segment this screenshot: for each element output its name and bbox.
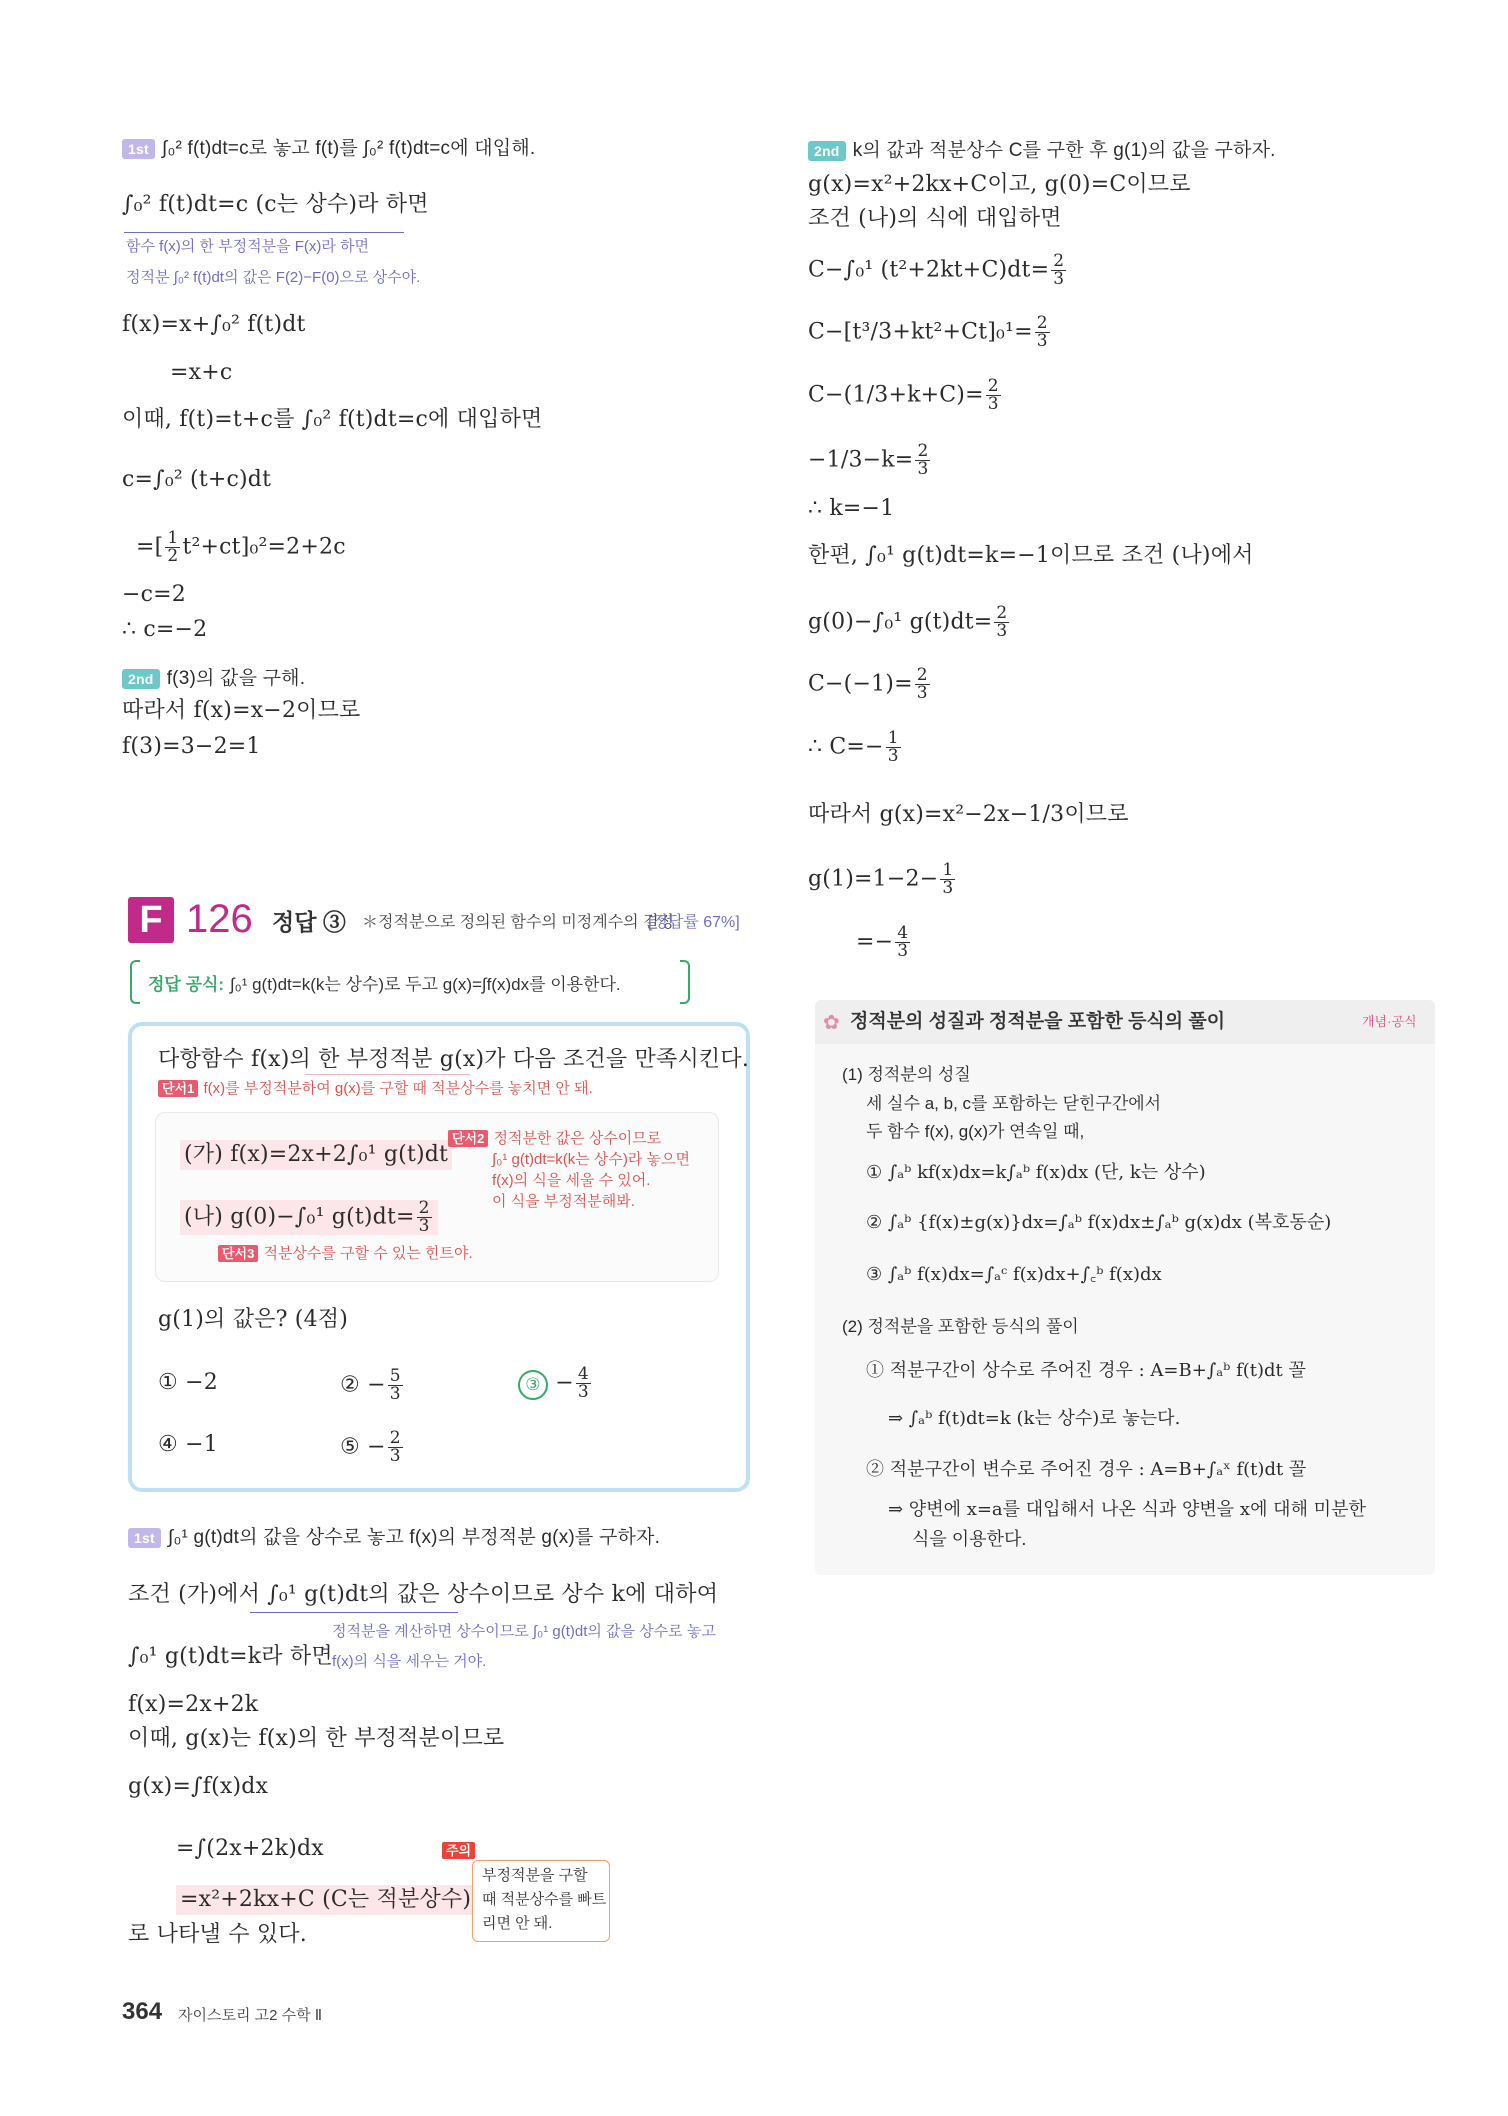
sol-line-5: g(x)=∫f(x)dx (128, 1774, 269, 1799)
book-title: 자이스토리 고2 수학 Ⅱ (178, 2007, 323, 2024)
right-line-13 (808, 862, 957, 897)
step-badge: 1st (122, 139, 155, 159)
frac-den: 3 (887, 746, 899, 766)
concept-p2a: ① 적분구간이 상수로 주어진 경우 : A=B+∫ₐᵇ f(t)dt 꼴 (866, 1360, 1306, 1381)
sol-line-4: 이때, g(x)는 f(x)의 한 부정적분이므로 (128, 1726, 505, 1751)
right-line-10 (808, 667, 932, 702)
sol-line-7: =x²+2kx+C (C는 적분상수) (176, 1885, 475, 1915)
prev-step2-heading (122, 663, 305, 694)
right-line-13-text: g(1)=1−2− (808, 866, 939, 892)
step-heading-text: k의 값과 적분상수 C를 구한 후 g(1)의 값을 구하자. (852, 140, 1276, 161)
frac-one-half: $\frac{1}{2}$ (167, 528, 179, 566)
frac-den: 3 (996, 621, 1008, 641)
frac-den: 3 (917, 459, 929, 479)
right-step2-heading (808, 135, 1276, 166)
frac-num: 5 (389, 1366, 401, 1386)
condition-b (180, 1200, 438, 1235)
sol-underline (250, 1612, 458, 1613)
prev-step2-line-2: f(3)=3−2=1 (122, 734, 261, 759)
frac-one-third (940, 862, 955, 897)
answer-label: 정답 ③ (272, 909, 346, 935)
correct-answer-mark: ③ (518, 1370, 548, 1400)
caution-tag-text: 주의 (442, 1842, 475, 1859)
prev-line-6 (136, 530, 346, 565)
choice-5-fraction (388, 1430, 403, 1465)
right-line-3 (808, 253, 1068, 288)
right-line-7: ∴ k=−1 (808, 496, 895, 521)
concept-p2c: ② 적분구간이 변수로 주어진 경우 : A=B+∫ₐˣ f(t)dt 꼴 (866, 1459, 1307, 1480)
step-heading-text: f(3)의 값을 구해. (166, 668, 306, 689)
hint-text: ∫₀¹ g(t)dt=k(k는 상수)라 놓으면 (492, 1151, 691, 1168)
sol-hint-a: 정적분을 계산하면 상수이므로 ∫₀¹ g(t)dt의 값을 상수로 놓고 (332, 1623, 716, 1640)
choice-2[interactable] (340, 1368, 405, 1403)
concept-p2e: 식을 이용한다. (912, 1529, 1027, 1549)
hint-tag: 단서2 (448, 1130, 488, 1147)
problem-number: 126 (186, 897, 253, 941)
caution-text (482, 1864, 606, 1936)
condition-b-fraction (417, 1200, 432, 1235)
sol-line-1: 조건 (가)에서 ∫₀¹ g(t)dt의 값은 상수이므로 상수 k에 대하여 (128, 1582, 719, 1607)
frac-num: 2 (916, 665, 928, 685)
question-text: g(1)의 값은? (4점) (158, 1307, 348, 1332)
answer-rate: [정답률 67%] (648, 914, 740, 931)
frac-two-thirds (1035, 315, 1050, 350)
prev-line-2: f(x)=x+∫₀² f(t)dt (122, 312, 306, 337)
right-line-6-text: −1/3−k= (808, 447, 914, 473)
frac-num: 2 (389, 1428, 401, 1448)
choice-3[interactable]: ③ − $\frac{4}{3}$ (518, 1366, 593, 1401)
hint-text: 정적분한 값은 상수이므로 (493, 1130, 662, 1147)
frac-one-third (886, 730, 901, 765)
condition-b-text: (나) g(0)−∫₀¹ g(t)dt= (184, 1204, 415, 1230)
statement-underline (305, 1074, 470, 1075)
hint3 (218, 1243, 473, 1264)
problem-topic: ＊정적분으로 정의된 함수의 미정계수의 결정 (362, 914, 674, 931)
concept-title: 정적분의 성질과 정적분을 포함한 등식의 풀이 (850, 1011, 1226, 1032)
right-line-4-text: C−[t³/3+kt²+Ct]₀¹= (808, 319, 1033, 345)
prev-step1-heading (122, 133, 535, 164)
right-line-5-text: C−(1/3+k+C)= (808, 382, 984, 408)
frac-num: 2 (418, 1198, 430, 1218)
right-line-3-text: C−∫₀¹ (t²+2kt+C)dt= (808, 257, 1050, 283)
concept-p2d: ⇒ 양변에 x=a를 대입해서 나온 식과 양변을 x에 대해 미분한 (888, 1499, 1366, 1520)
prev-line-3: =x+c (170, 360, 233, 385)
prev-line-6-open: =[ (136, 534, 164, 560)
right-line-12: 따라서 g(x)=x²−2x−1/3이므로 (808, 802, 1129, 827)
caution-line: 리면 안 돼. (482, 1915, 553, 1932)
sol-line-2: ∫₀¹ g(t)dt=k라 하면 (128, 1644, 333, 1669)
right-line-9-text: g(0)−∫₀¹ g(t)dt= (808, 609, 993, 635)
frac-two-thirds (986, 378, 1001, 413)
frac-den: 3 (942, 878, 954, 898)
right-line-14 (856, 925, 912, 960)
concept-p1b: 두 함수 f(x), g(x)가 연속일 때, (866, 1122, 1085, 1141)
frac-two-thirds (915, 443, 930, 478)
prev-line-6-rest: t²+ct]₀²=2+2c (182, 534, 346, 560)
hint-text: 적분상수를 구할 수 있는 힌트야. (263, 1245, 473, 1262)
caution-line: 때 적분상수를 빠트 (482, 1891, 607, 1908)
frac-num: 2 (996, 603, 1008, 623)
frac-den: 3 (389, 1446, 401, 1466)
prev-line-1: ∫₀² f(t)dt=c (c는 상수)라 하면 (122, 192, 429, 217)
step-badge: 2nd (122, 669, 160, 689)
frac-den: 3 (1036, 331, 1048, 351)
formula-bracket-left (130, 960, 140, 1004)
frac-num: 2 (917, 441, 929, 461)
sol-hint-b: f(x)의 식을 세우는 거야. (332, 1653, 487, 1670)
right-line-11-text: ∴ C=− (808, 734, 884, 760)
concept-p2b: ⇒ ∫ₐᵇ f(t)dt=k (k는 상수)로 놓는다. (888, 1408, 1181, 1429)
sol-line-3: f(x)=2x+2k (128, 1692, 259, 1717)
concept-p1d: ② ∫ₐᵇ {f(x)±g(x)}dx=∫ₐᵇ f(x)dx±∫ₐᵇ g(x)dx (복호동순) (866, 1212, 1332, 1233)
prev-line-8: ∴ c=−2 (122, 617, 208, 642)
right-line-6 (808, 443, 932, 478)
concept-p1a: 세 실수 a, b, c를 포함하는 닫힌구간에서 (866, 1094, 1162, 1113)
page-number: 364 (122, 1998, 163, 2025)
prev-line-4: 이때, f(t)=t+c를 ∫₀² f(t)dt=c에 대입하면 (122, 407, 543, 432)
right-line-10-text: C−(−1)= (808, 671, 913, 697)
formula-label: 정답 공식: (148, 975, 225, 994)
concept-p1: (1) 정적분의 성질 (842, 1065, 971, 1084)
hint1 (158, 1078, 593, 1099)
sol-step1-heading (128, 1522, 660, 1553)
hint-text: f(x)의 식을 세울 수 있어. (492, 1172, 651, 1189)
right-line-14-text: =− (856, 929, 894, 955)
step-badge: 2nd (808, 141, 846, 161)
frac-den: 3 (418, 1216, 430, 1236)
prev-hint-1: 함수 f(x)의 한 부정적분을 F(x)라 하면 (126, 238, 370, 255)
prev-line-5: c=∫₀² (t+c)dt (122, 467, 272, 492)
choice-2-label: ② − (340, 1372, 386, 1398)
problem-statement: 다항함수 f(x)의 한 부정적분 g(x)가 다음 조건을 만족시킨다. (158, 1047, 750, 1072)
frac-num: 2 (987, 376, 999, 396)
choice-2-fraction (388, 1368, 403, 1403)
formula-bracket-right (680, 960, 690, 1004)
prev-hint-underline (124, 232, 404, 233)
frac-two-thirds (1051, 253, 1066, 288)
hint-text: 이 식을 부정적분해봐. (492, 1193, 635, 1210)
frac-num: 2 (1053, 251, 1065, 271)
frac-num: 1 (942, 860, 954, 880)
prev-line-7: −c=2 (122, 582, 186, 607)
step-heading-text: ∫₀² f(t)dt=c로 놓고 f(t)를 ∫₀² f(t)dt=c에 대입해. (162, 138, 536, 159)
frac-two-thirds (994, 605, 1009, 640)
step-heading-text: ∫₀¹ g(t)dt의 값을 상수로 놓고 f(x)의 부정적분 g(x)를 구하자. (168, 1527, 661, 1548)
caution-tag (442, 1840, 475, 1859)
condition-a: (가) f(x)=2x+2∫₀¹ g(t)dt (180, 1140, 452, 1170)
concept-tag: 개념·공식 (1362, 1014, 1417, 1029)
frac-num: 4 (897, 923, 909, 943)
flower-icon: ✿ (823, 1010, 840, 1034)
frac-den: 3 (987, 394, 999, 414)
choice-5-label: ⑤ − (340, 1434, 386, 1460)
right-line-2: 조건 (나)의 식에 대입하면 (808, 206, 1062, 231)
hint2 (448, 1128, 690, 1212)
problem-icon: F (128, 897, 174, 943)
frac-num: 1 (887, 728, 899, 748)
right-line-5 (808, 378, 1003, 413)
hint-text: f(x)를 부정적분하여 g(x)를 구할 때 적분상수를 놓치면 안 돼. (203, 1080, 593, 1097)
concept-p1e: ③ ∫ₐᵇ f(x)dx=∫ₐᶜ f(x)dx+∫꜀ᵇ f(x)dx (866, 1264, 1162, 1285)
frac-two-thirds (915, 667, 930, 702)
right-line-9 (808, 605, 1011, 640)
frac-num: 2 (1036, 313, 1048, 333)
sol-line-8: 로 나타낼 수 있다. (128, 1922, 307, 1947)
choice-4[interactable]: ④ −1 (158, 1432, 218, 1457)
choice-5[interactable] (340, 1430, 405, 1465)
frac-den: 3 (389, 1384, 401, 1404)
frac-den: 3 (1053, 269, 1065, 289)
hint-tag: 단서3 (218, 1245, 258, 1262)
sol-line-6: =∫(2x+2k)dx (176, 1836, 324, 1861)
frac-den: 3 (577, 1382, 589, 1402)
right-line-8: 한편, ∫₀¹ g(t)dt=k=−1이므로 조건 (나)에서 (808, 543, 1254, 568)
caution-line: 부정적분을 구할 (482, 1867, 588, 1884)
concept-p2: (2) 정적분을 포함한 등식의 풀이 (842, 1317, 1079, 1336)
hint-tag: 단서1 (158, 1080, 198, 1097)
frac-four-thirds (895, 925, 910, 960)
prev-step2-line-1: 따라서 f(x)=x−2이므로 (122, 698, 361, 723)
frac-den: 3 (916, 683, 928, 703)
right-line-4 (808, 315, 1052, 350)
choice-3-fraction (576, 1366, 591, 1401)
right-line-11 (808, 730, 903, 765)
prev-hint-2: 정적분 ∫₀² f(t)dt의 값은 F(2)−F(0)으로 상수야. (126, 269, 421, 286)
concept-p1c: ① ∫ₐᵇ kf(x)dx=k∫ₐᵇ f(x)dx (단, k는 상수) (866, 1162, 1206, 1183)
step-badge: 1st (128, 1528, 161, 1548)
choice-1[interactable]: ① −2 (158, 1370, 218, 1395)
frac-den: 3 (897, 941, 909, 961)
frac-num: 4 (577, 1364, 589, 1384)
right-line-1: g(x)=x²+2kx+C이고, g(0)=C이므로 (808, 172, 1191, 197)
formula-text: ∫₀¹ g(t)dt=k(k는 상수)로 두고 g(x)=∫f(x)dx를 이용한다. (230, 975, 621, 994)
